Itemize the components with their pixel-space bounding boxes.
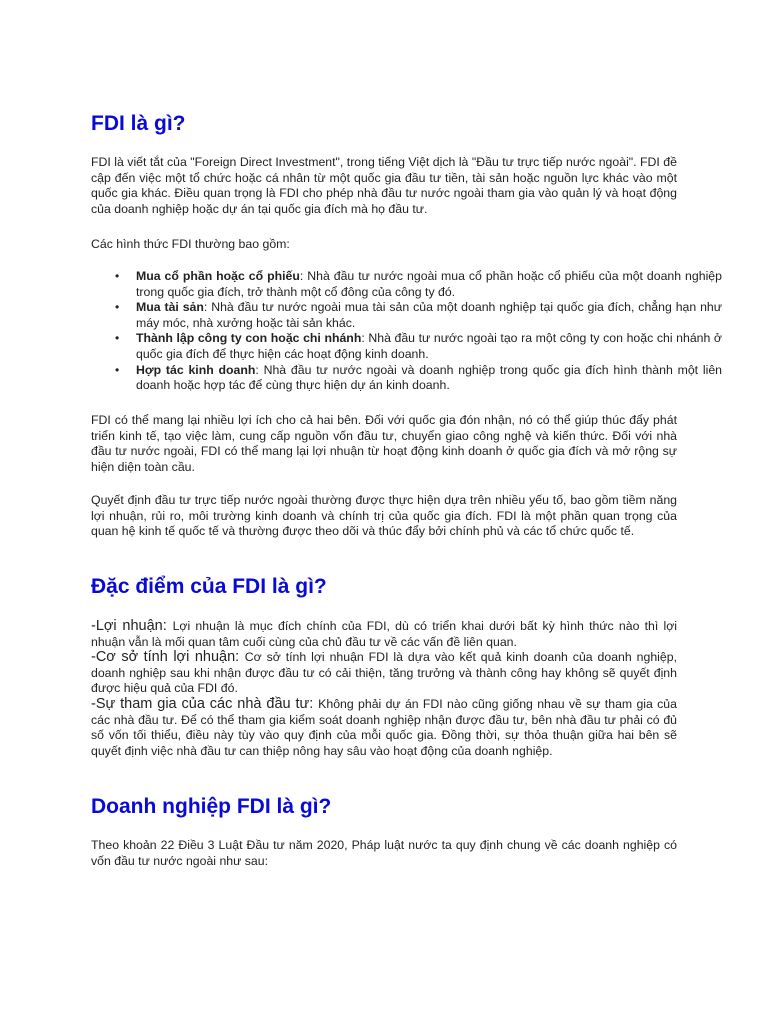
forms-list [91, 269, 722, 394]
heading-fdi-characteristics: Đặc điểm của FDI là gì? [91, 575, 327, 598]
feature-item [91, 697, 677, 759]
form-desc: : Nhà đầu tư nước ngoài mua tài sản của một doanh nghiệp tại quốc gia đích, chẳng hạn như máy móc, nhà xưởng hoặc tài sản khác. [136, 300, 722, 330]
paragraph-fdi-enterprise: Theo khoản 22 Điều 3 Luật Đầu tư năm 2020, Pháp luật nước ta quy định chung về các doanh nghiệp có vốn đầu tư nước ngoài như sau: [91, 838, 677, 868]
paragraph-intro: FDI là viết tắt của "Foreign Direct Investment", trong tiếng Việt dịch là "Đầu tư trực tiếp nước ngoài". FDI đề cập đến việc một tổ chức hoặc cá nhân từ một quốc gia đầu tư tiền, tài sản hoặc nguồn lực khác vào một quốc gia khác. Điều quan trọng là FDI cho phép nhà đầu tư nước ngoài tham gia vào quản lý và hoạt động của doanh nghiệp hoặc dự án tại quốc gia đích mà họ đầu tư. [91, 155, 677, 216]
feature-label: -Sự tham gia của các nhà đầu tư: [91, 695, 319, 712]
form-term: Thành lập công ty con hoặc chi nhánh [136, 331, 362, 346]
list-item [115, 362, 722, 394]
feature-text: Không phải dự án FDI nào cũng giống nhau về sự tham gia của các nhà đầu tư. Để có thể tham gia kiểm soát doanh nghiệp nhận được đầu tư, bên nhà đầu tư phải có đủ số vốn tối thiểu, điều này tùy vào quy định của mỗi quốc gia. Đồng thời, sự thỏa thuận giữa hai bên sẽ quyết định việc nhà đầu tư can thiệp nông hay sâu vào hoạt động của doanh nghiệp. [91, 696, 677, 758]
bullet-icon: • [115, 362, 120, 377]
feature-label: -Cơ sở tính lợi nhuận: [91, 649, 245, 666]
features-list [91, 619, 677, 759]
feature-label: -Lợi nhuận: [91, 618, 173, 634]
feature-text: Cơ sở tính lợi nhuận FDI là dựa vào kết quả kinh doanh của doanh nghiệp, doanh nghiệp sau khi nhận được đầu tư có cải thiện, tăng trưởng và thành công hay không sẽ quyết định được hiệu quả của FDI đó. [91, 650, 677, 696]
form-desc: : Nhà đầu tư nước ngoài tạo ra một công ty con hoặc chi nhánh ở quốc gia đích để thực hiện các hoạt động kinh doanh. [136, 331, 722, 361]
list-item [115, 300, 722, 331]
feature-item [91, 619, 677, 650]
heading-fdi-enterprise: Doanh nghiệp FDI là gì? [91, 795, 332, 818]
bullet-icon: • [115, 269, 120, 283]
paragraph-decision: Quyết định đầu tư trực tiếp nước ngoài thường được thực hiện dựa trên nhiều yếu tố, bao gồm tiềm năng lợi nhuận, rủi ro, môi trường kinh doanh và chính trị của quốc gia đích. FDI là một phần quan trọng của quan hệ kinh tế quốc tế và thường được theo dõi và thúc đẩy bởi chính phủ và các tổ chức quốc tế. [91, 493, 677, 539]
paragraph-benefits: FDI có thể mang lại nhiều lợi ích cho cả hai bên. Đối với quốc gia đón nhận, nó có thể giúp thúc đẩy phát triển kinh tế, tạo việc làm, cung cấp nguồn vốn đầu tư, chuyển giao công nghệ và kiến thức. Đối với nhà đầu tư nước ngoài, FDI có thể mang lại lợi nhuận từ hoạt động kinh doanh ở quốc gia đích và mở rộng sự hiện diện toàn cầu. [91, 413, 677, 474]
form-desc: : Nhà đầu tư nước ngoài và doanh nghiệp trong quốc gia đích hình thành một liên doanh hoặc hợp tác để cùng thực hiện dự án kinh doanh. [136, 362, 722, 393]
form-term: Mua cổ phần hoặc cổ phiếu [136, 269, 300, 283]
heading-what-is-fdi: FDI là gì? [91, 112, 186, 135]
feature-item [91, 650, 677, 697]
bullet-icon: • [115, 331, 120, 346]
form-term: Mua tài sản [136, 300, 204, 315]
feature-text: Lợi nhuận là mục đích chính của FDI, dù có triển khai dưới bất kỳ hình thức nào thì lợi nhuận vẫn là mối quan tâm cuối cùng của chủ đầu tư về các vấn đề liên quan. [91, 619, 678, 649]
form-term: Hợp tác kinh doanh [136, 362, 256, 377]
paragraph-forms-intro: Các hình thức FDI thường bao gồm: [91, 237, 290, 251]
list-item [115, 331, 722, 362]
list-item [115, 269, 722, 300]
form-desc: : Nhà đầu tư nước ngoài mua cổ phần hoặc cổ phiếu của một doanh nghiệp trong quốc gia đích, trở thành một cổ đông của công ty đó. [136, 269, 722, 299]
bullet-icon: • [115, 300, 120, 315]
